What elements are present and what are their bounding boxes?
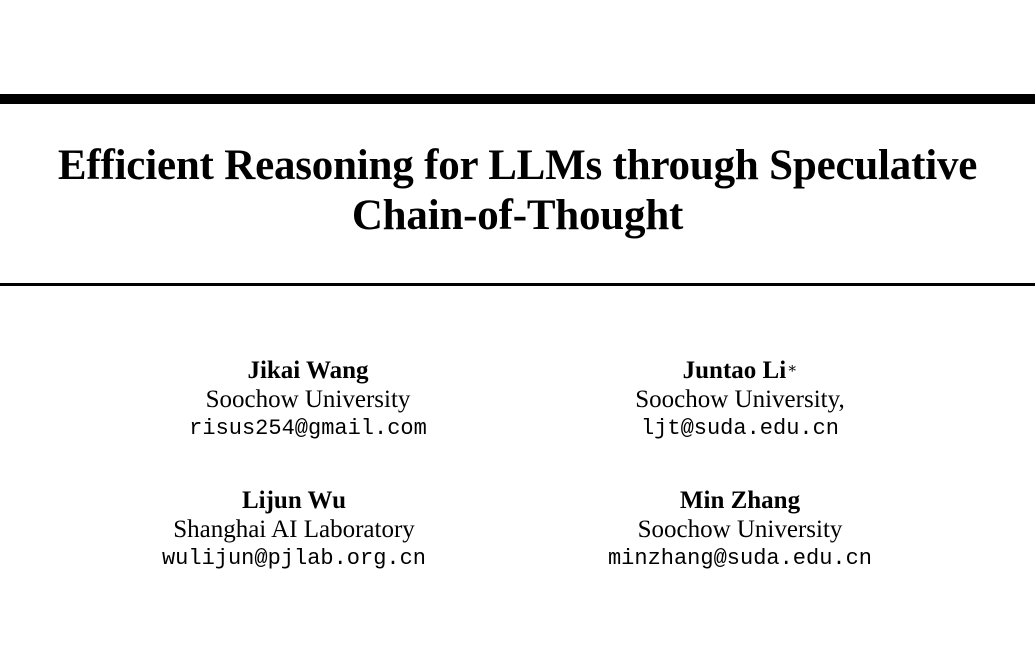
title-line-1: Efficient Reasoning for LLMs through Speculative <box>57 142 978 189</box>
corresponding-author-marker: ∗ <box>787 361 798 377</box>
author-email[interactable]: risus254@gmail.com <box>189 416 427 441</box>
author-affiliation: Shanghai AI Laboratory <box>173 516 415 543</box>
bottom-rule <box>0 283 1035 286</box>
author-name: Lijun Wu <box>241 487 346 514</box>
author-name: Min Zhang <box>679 487 801 514</box>
author-affiliation: Soochow University <box>637 516 843 543</box>
author-name: Jikai Wang <box>247 357 369 384</box>
author-email[interactable]: wulijun@pjlab.org.cn <box>161 546 427 571</box>
author-block-2 <box>530 357 950 444</box>
author-email[interactable]: ljt@suda.edu.cn <box>640 416 840 441</box>
author-name: Juntao Li∗ <box>682 357 798 384</box>
author-block-4 <box>530 487 950 574</box>
top-rule <box>0 94 1035 104</box>
author-block-3 <box>84 487 504 574</box>
author-email[interactable]: minzhang@suda.edu.cn <box>607 546 873 571</box>
paper-title <box>0 141 1035 241</box>
title-line-2: Chain-of-Thought <box>351 192 684 239</box>
author-block-1 <box>98 357 518 444</box>
author-affiliation: Soochow University <box>205 386 411 413</box>
author-affiliation: Soochow University, <box>635 386 845 413</box>
